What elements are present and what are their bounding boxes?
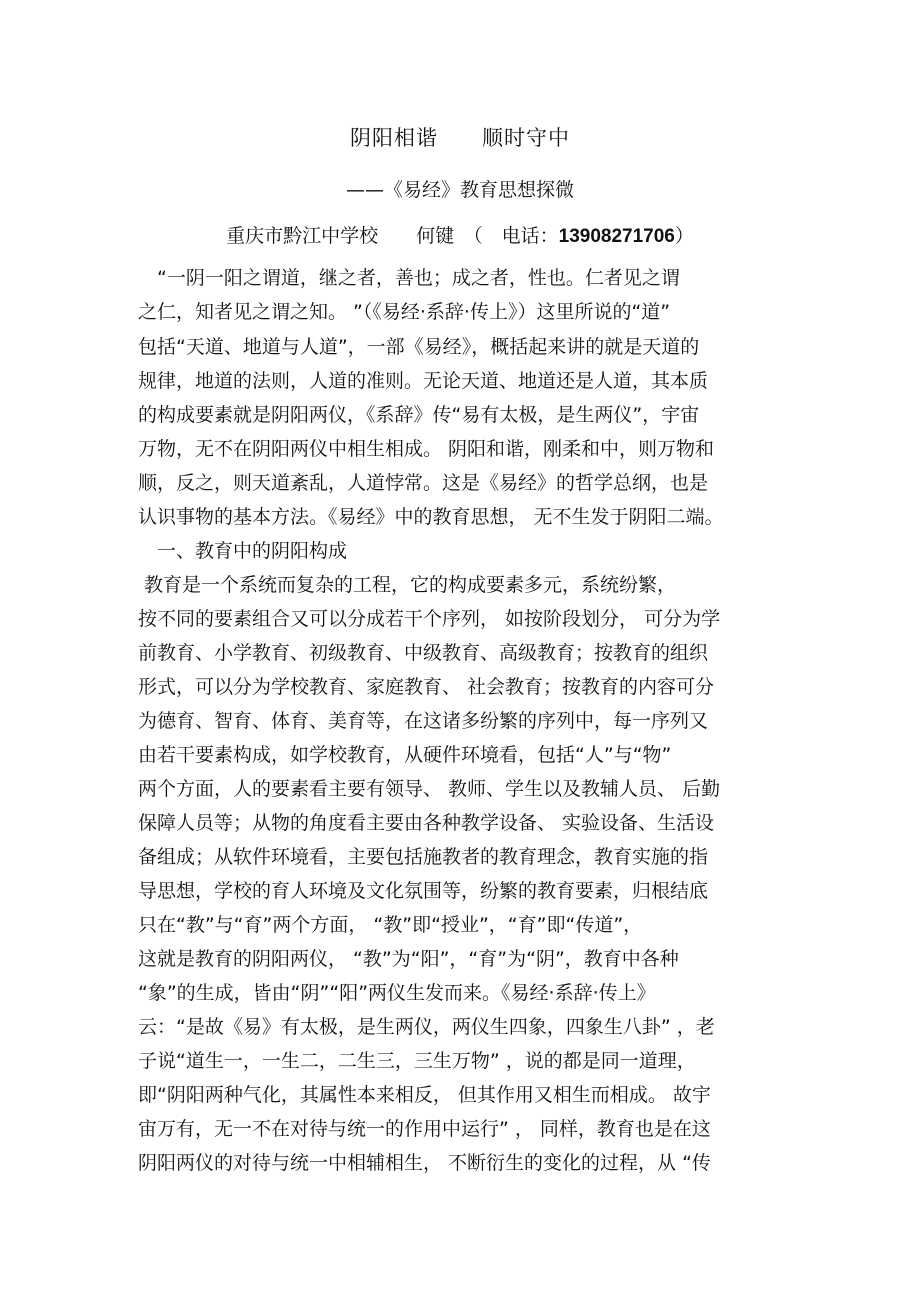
doc-subtitle: ——《易经》教育思想探微 [345,179,574,201]
body-line: 即“阴阳两种气化，其属性本来相反， 但其作用又相生而相成。 故宇 [138,1084,711,1106]
section-heading: 一、教育中的阴阳构成 [138,540,348,562]
body-line: 两个方面，人的要素看主要有领导、 教师、学生以及教辅人员、 后勤 [138,778,721,800]
body-line: 为德育、智育、体育、美育等，在这诸多纷繁的序列中，每一序列又 [138,710,709,732]
body-line: 规律，地道的法则，人道的准则。无论天道、地道还是人道，其本质 [138,370,709,392]
body-line: 前教育、小学教育、初级教育、中级教育、高级教育；按教育的组织 [138,642,709,664]
author-phone: 13908271706 [558,226,675,247]
author-line [0,221,920,248]
doc-title: 阴阳相谐 顺时守中 [350,126,570,150]
body-line: 之仁，知者见之谓之知。 ”（《易经·系辞·传上》）这里所说的“道” [138,301,671,323]
body-line: 形式，可以分为学校教育、家庭教育、 社会教育；按教育的内容可分 [138,676,715,698]
body-line: 认识事物的基本方法。《易经》中的教育思想， 无不生发于阴阳二端。 [138,506,724,528]
body-line: 包括“天道、地道与人道”，一部《易经》，概括起来讲的就是天道的 [138,336,700,358]
body-line: 阴阳两仪的对待与统一中相辅相生， 不断衍生的变化的过程，从 “传 [138,1152,711,1174]
body-line: 按不同的要素组合又可以分成若干个序列， 如按阶段划分， 可分为学 [138,608,721,630]
body-line: “象”的生成，皆由“阴”“阳”两仪生发而来。《易经·系辞·传上》 [138,982,656,1004]
body-line: 保障人员等；从物的角度看主要由各种教学设备、 实验设备、生活设 [138,812,715,834]
body-line: 宙万有，无一不在对待与统一的作用中运行” ， 同样，教育也是在这 [138,1118,711,1140]
body-line: 子说“道生一，一生二，二生三，三生万物” ，说的都是同一道理， [138,1050,696,1072]
author-text: 重庆市黔江中学校 何键 （ 电话： [226,225,559,247]
body-line: 顺，反之，则天道紊乱，人道悖常。这是《易经》的哲学总纲，也是 [138,472,709,494]
author-close: ） [674,225,694,247]
body-line: 只在“教”与“育”两个方面， “教”即“授业”，“育”即“传道”， [138,914,643,936]
body-line: 备组成；从软件环境看，主要包括施教者的教育理念，教育实施的指 [138,846,709,868]
body-line: 由若干要素构成，如学校教育，从硬件环境看，包括“人”与“物” [138,744,672,766]
body-line: 的构成要素就是阴阳两仪，《系辞》传“易有太极，是生两仪”，宇宙 [138,404,700,426]
body-line: 教育是一个系统而复杂的工程，它的构成要素多元，系统纷繁， [138,574,677,596]
body-line: 导思想，学校的育人环境及文化氛围等，纷繁的教育要素，归根结底 [138,880,709,902]
body-line: 这就是教育的阴阳两仪， “教”为“阳”，“育”为“阴”，教育中各种 [138,948,679,970]
body-line: 万物，无不在阴阳两仪中相生相成。 阴阳和谐，刚柔和中，则万物和 [138,438,715,460]
body-line: 云：“是故《易》有太极，是生两仪，两仪生四象，四象生八卦” ，老 [138,1016,715,1038]
body-line: “一阴一阳之谓道，继之者，善也；成之者，性也。仁者见之谓 [138,267,680,289]
